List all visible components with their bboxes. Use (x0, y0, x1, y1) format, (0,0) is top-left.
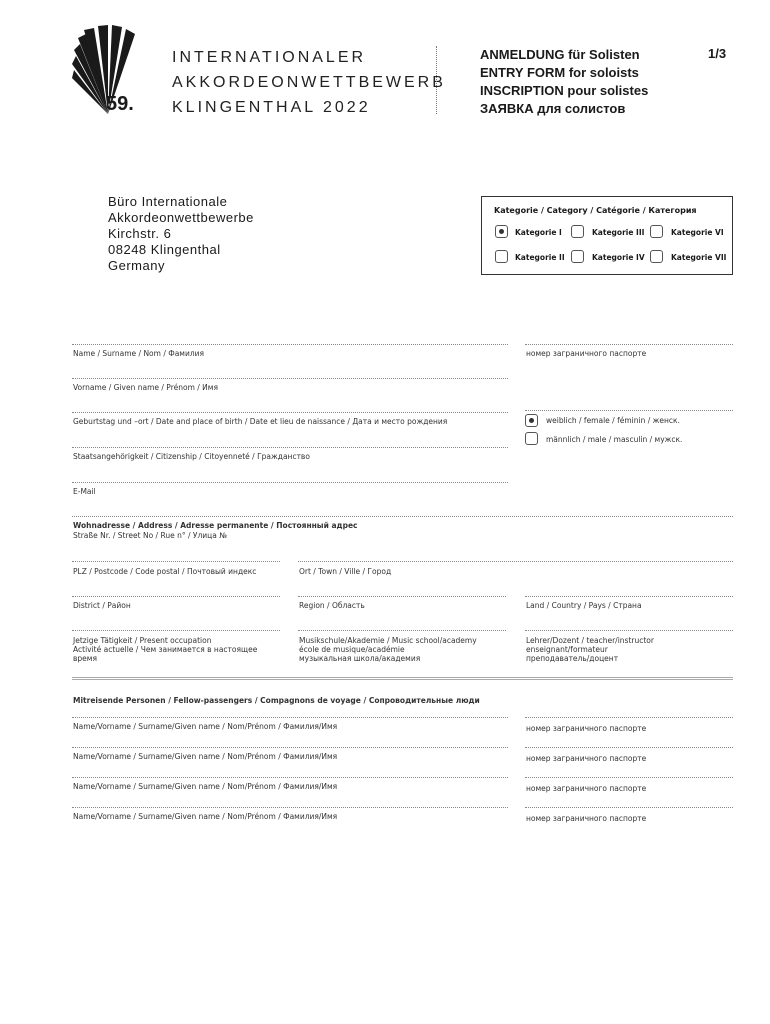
postcode-field-line[interactable] (72, 561, 280, 562)
registration-line: ENTRY FORM for soloists (480, 65, 639, 80)
school-field-line[interactable] (298, 630, 506, 631)
country-field-line[interactable] (525, 596, 733, 597)
category-vi-checkbox[interactable] (650, 225, 663, 238)
teacher-label (526, 636, 654, 663)
email-label: E-Mail (73, 487, 96, 496)
category-title: Kategorie / Category / Catégorie / Категория (494, 206, 697, 215)
birth-field-line[interactable] (72, 412, 508, 413)
email-field-line[interactable] (72, 482, 508, 483)
occupation-line: Jetzige Tätigkeit / Present occupation (73, 636, 212, 645)
citizenship-label: Staatsangehörigkeit / Citizenship / Citoyenneté / Гражданство (73, 452, 310, 461)
registration-title (480, 46, 648, 118)
birth-label: Geburtstag und –ort / Date and place of birth / Date et lieu de naissance / Дата и место рождения (73, 417, 448, 426)
occupation-label (73, 636, 257, 663)
category-vii-label: Kategorie VII (671, 253, 727, 262)
category-ii-checkbox[interactable] (495, 250, 508, 263)
school-line: Musikschule/Akademie / Music school/academy (299, 636, 477, 645)
district-field-line[interactable] (72, 596, 280, 597)
fellow-name-field-line[interactable] (72, 807, 508, 808)
fellow-passport-field-line[interactable] (525, 747, 733, 748)
address-section-title: Wohnadresse / Address / Adresse permanente / Постоянный адрес (73, 521, 358, 530)
fellow-section-title: Mitreisende Personen / Fellow-passengers / Compagnons de voyage / Сопроводительные люди (73, 696, 480, 705)
registration-line: ЗАЯВКА для солистов (480, 101, 626, 116)
male-checkbox[interactable] (525, 432, 538, 445)
fellow-name-field-line[interactable] (72, 747, 508, 748)
female-checkbox[interactable] (525, 414, 538, 427)
event-title (172, 45, 446, 120)
address-line: Büro Internationale (108, 194, 228, 209)
header-divider (436, 46, 437, 114)
category-ii-label: Kategorie II (515, 253, 565, 262)
category-iii-checkbox[interactable] (571, 225, 584, 238)
school-label (299, 636, 477, 663)
fellow-name-label: Name/Vorname / Surname/Given name / Nom/Prénom / Фамилия/Имя (73, 782, 338, 791)
female-label: weiblich / female / féminin / женск. (546, 416, 680, 425)
district-label: District / Район (73, 601, 131, 610)
category-box (481, 196, 733, 275)
name-label: Name / Surname / Nom / Фамилия (73, 349, 205, 358)
occupation-field-line[interactable] (72, 630, 280, 631)
fellow-passport-label: номер заграничного паспорте (526, 724, 647, 733)
given-name-label: Vorname / Given name / Prénom / Имя (73, 383, 218, 392)
logo-number: 59. (106, 93, 134, 115)
passport-field-line[interactable] (525, 344, 733, 345)
category-iv-label: Kategorie IV (592, 253, 645, 262)
category-iii-label: Kategorie III (592, 228, 645, 237)
category-i-label: Kategorie I (515, 228, 562, 237)
office-address (108, 194, 254, 274)
fellow-name-field-line[interactable] (72, 777, 508, 778)
male-label: männlich / male / masculin / мужск. (546, 435, 683, 444)
category-iv-checkbox[interactable] (571, 250, 584, 263)
category-vii-checkbox[interactable] (650, 250, 663, 263)
occupation-line: Activité actuelle / Чем занимается в настоящее (73, 645, 258, 654)
address-line: Akkordeonwettbewerbe (108, 210, 254, 225)
occupation-line: время (73, 654, 97, 663)
fellow-passport-label: номер заграничного паспорте (526, 754, 647, 763)
name-field-line[interactable] (72, 344, 508, 345)
event-line: KLINGENTHAL 2022 (172, 99, 371, 116)
registration-line: ANMELDUNG für Solisten (480, 47, 640, 62)
fellow-name-label: Name/Vorname / Surname/Given name / Nom/Prénom / Фамилия/Имя (73, 752, 338, 761)
town-label: Ort / Town / Ville / Город (299, 567, 392, 576)
postcode-label: PLZ / Postcode / Code postal / Почтовый индекс (73, 567, 257, 576)
category-vi-label: Kategorie VI (671, 228, 724, 237)
teacher-line: enseignant/formateur (526, 645, 608, 654)
region-field-line[interactable] (298, 596, 506, 597)
school-line: музыкальная школа/академия (299, 654, 421, 663)
town-field-line[interactable] (298, 561, 733, 562)
registration-line: INSCRIPTION pour solistes (480, 83, 649, 98)
region-label: Region / Область (299, 601, 365, 610)
fellow-name-label: Name/Vorname / Surname/Given name / Nom/Prénom / Фамилия/Имя (73, 812, 338, 821)
street-label: Straße Nr. / Street No / Rue n° / Улица № (73, 531, 228, 540)
given-name-field-line[interactable] (72, 378, 508, 379)
teacher-field-line[interactable] (525, 630, 733, 631)
teacher-line: Lehrer/Dozent / teacher/instructor (526, 636, 654, 645)
fellow-passport-label: номер заграничного паспорте (526, 784, 647, 793)
event-line: INTERNATIONALER (172, 49, 367, 66)
address-line: Germany (108, 258, 165, 273)
address-section-divider (72, 516, 733, 517)
fellow-passport-field-line[interactable] (525, 807, 733, 808)
fellow-passport-field-line[interactable] (525, 777, 733, 778)
section-double-divider (72, 677, 733, 680)
fellow-passport-field-line[interactable] (525, 717, 733, 718)
country-label: Land / Country / Pays / Страна (526, 601, 642, 610)
school-line: école de musique/académie (299, 645, 405, 654)
address-line: Kirchstr. 6 (108, 226, 172, 241)
event-line: AKKORDEONWETTBEWERB (172, 74, 446, 91)
page-number: 1/3 (708, 46, 727, 61)
address-line: 08248 Klingenthal (108, 242, 221, 257)
fellow-name-field-line[interactable] (72, 717, 508, 718)
fellow-passport-label: номер заграничного паспорте (526, 814, 647, 823)
teacher-line: преподаватель/доцент (526, 654, 619, 663)
category-i-checkbox[interactable] (495, 225, 508, 238)
citizenship-field-line[interactable] (72, 447, 508, 448)
gender-divider (525, 410, 733, 411)
passport-label: номер заграничного паспорте (526, 349, 647, 358)
fellow-name-label: Name/Vorname / Surname/Given name / Nom/Prénom / Фамилия/Имя (73, 722, 338, 731)
